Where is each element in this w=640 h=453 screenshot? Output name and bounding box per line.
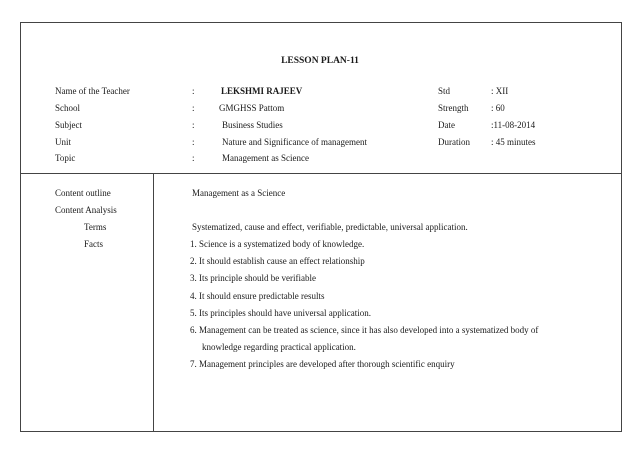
topic-label: Topic [55,153,76,163]
topic-value: Management as Science [222,153,309,163]
fact-item: 4. It should ensure predictable results [190,291,325,301]
content-outline-value: Management as a Science [192,188,286,198]
school-value: GMGHSS Pattom [219,103,285,113]
unit-value: Nature and Significance of management [222,137,367,147]
content-outline-label: Content outline [55,188,111,198]
content-analysis-label: Content Analysis [55,205,117,215]
subject-label: Subject [55,120,82,130]
std-label: Std [438,86,451,96]
std-value: : XII [491,86,509,96]
teacher-label: Name of the Teacher [55,86,130,96]
terms-label: Terms [84,222,107,232]
fact-item: 5. Its principles should have universal application. [190,308,371,318]
strength-label: Strength [438,103,469,113]
duration-value: : 45 minutes [491,137,536,147]
duration-label: Duration [438,137,470,147]
fact-item: 3. Its principle should be verifiable [190,273,316,283]
column-divider [153,173,154,432]
colon: : [192,120,195,130]
fact-item: 2. It should establish cause an effect relationship [190,256,365,266]
fact-item: 7. Management principles are developed after thorough scientific enquiry [190,359,455,369]
page-title: LESSON PLAN-11 [281,56,359,66]
section-divider [20,173,622,174]
terms-value: Systematized, cause and effect, verifiable, predictable, universal application. [192,222,468,232]
fact-item: 6. Management can be treated as science, since it has also developed into a systematized body of [190,325,539,335]
fact-item: 1. Science is a systematized body of knowledge. [190,239,365,249]
subject-value: Business Studies [222,120,283,130]
school-label: School [55,103,81,113]
colon: : [192,153,195,163]
colon: : [192,103,195,113]
date-value: :11-08-2014 [491,120,536,130]
colon: : [192,137,195,147]
date-label: Date [438,120,455,130]
facts-label: Facts [84,239,103,249]
teacher-value: LEKSHMI RAJEEV [221,86,303,96]
fact-item-continuation: knowledge regarding practical application. [202,342,356,352]
unit-label: Unit [55,137,72,147]
strength-value: : 60 [491,103,505,113]
colon: : [192,86,195,96]
